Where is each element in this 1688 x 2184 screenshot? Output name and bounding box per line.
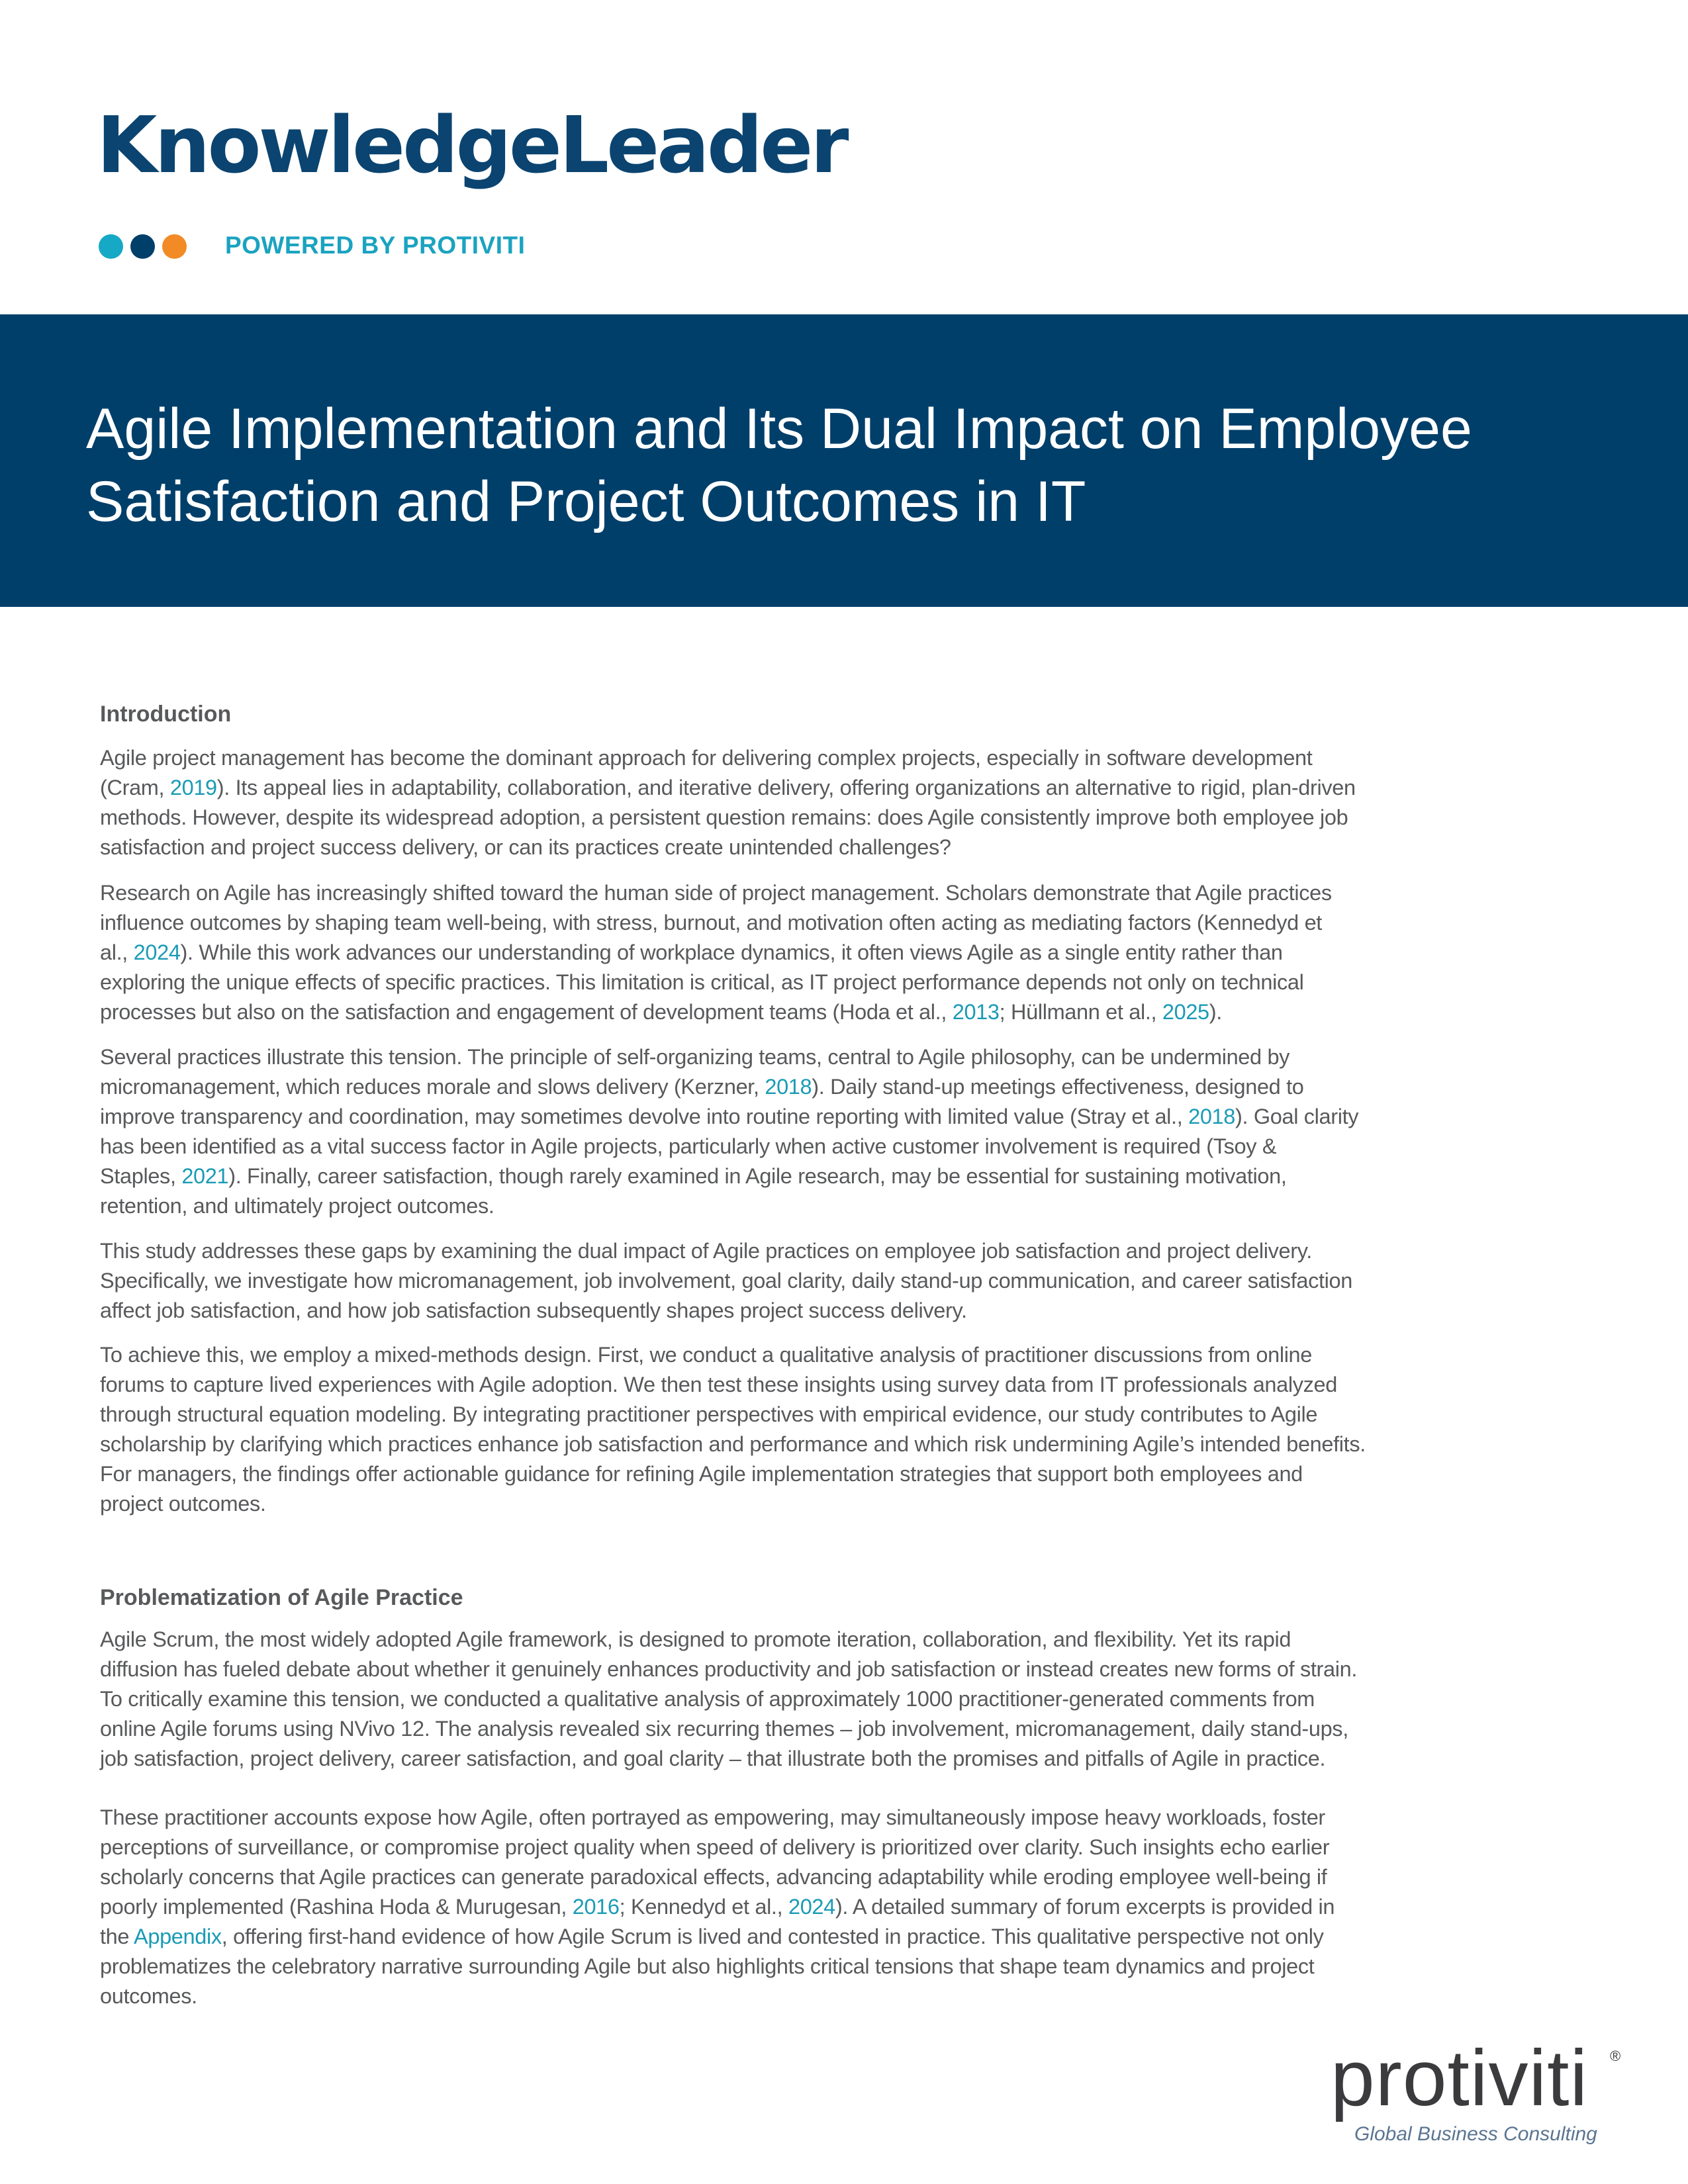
section-heading-problematization: Problematization of Agile Practice <box>100 1585 463 1610</box>
text-segment: For managers, the findings offer actionable guidance for refining Agile implementation strategies that support both employees and <box>100 1462 1303 1486</box>
text-segment: through structural equation modeling. By integrating practitioner perspectives with empirical evidence, our study contributes to Agile <box>100 1402 1318 1426</box>
text-segment: perceptions of surveillance, or compromise project quality when speed of delivery is prioritized over clarity. Such insights echo earlier <box>100 1835 1330 1859</box>
paragraph-line <box>100 1102 1358 1132</box>
text-segment: forums to capture lived experiences with Agile adoption. We then test these insights using survey data from IT professionals analyzed <box>100 1373 1337 1396</box>
paragraph-line <box>100 1191 1358 1221</box>
paragraph-line <box>100 908 1332 938</box>
paragraph-line <box>100 1655 1357 1684</box>
paragraph-line <box>100 1296 1352 1326</box>
text-segment: Several practices illustrate this tension. The principle of self-organizing teams, central to Agile philosophy, can be undermined by <box>100 1045 1290 1069</box>
text-segment: exploring the unique effects of specific practices. This limitation is critical, as IT project performance depends not only on technical <box>100 970 1304 994</box>
text-segment: Agile project management has become the dominant approach for delivering complex projects, especially in software development <box>100 746 1313 770</box>
paragraph-line <box>100 833 1356 862</box>
text-segment: methods. However, despite its widespread adoption, a persistent question remains: does Agile consistently improve both employee job <box>100 805 1348 829</box>
paragraph-line <box>100 1072 1358 1102</box>
brand-dots <box>99 234 187 259</box>
text-segment: processes but also on the satisfaction and engagement of development teams (Hoda et al., <box>100 1000 953 1024</box>
text-segment: This study addresses these gaps by examining the dual impact of Agile practices on employee job satisfaction and project delivery. <box>100 1239 1312 1263</box>
paragraph-line <box>100 1981 1335 2011</box>
paragraph-line <box>100 968 1332 997</box>
paragraph-line <box>100 1833 1335 1862</box>
page-title-line-1: Agile Implementation and Its Dual Impact on Employee <box>86 397 1472 461</box>
text-segment: micromanagement, which reduces morale and slows delivery (Kerzner, <box>100 1075 765 1099</box>
text-segment: satisfaction and project success delivery, or can its practices create unintended challenges? <box>100 835 951 859</box>
title-banner <box>0 314 1688 607</box>
paragraph <box>100 1042 1358 1221</box>
paragraph-line <box>100 1042 1358 1072</box>
paragraph-line <box>100 743 1356 773</box>
text-segment: improve transparency and coordination, may sometimes devolve into routine reporting with limited value (Stray et al., <box>100 1105 1189 1128</box>
paragraph-line <box>100 1744 1357 1774</box>
paragraph-line <box>100 1430 1366 1459</box>
teal-dot-icon <box>99 234 123 259</box>
knowledgeleader-logo: KnowledgeLeader <box>97 99 847 191</box>
text-segment: To critically examine this tension, we conducted a qualitative analysis of approximately 1000 practitioner-generated comments from <box>100 1687 1315 1711</box>
paragraph-line <box>100 1459 1366 1489</box>
paragraph-line <box>100 1862 1335 1892</box>
text-segment: scholarship by clarifying which practices enhance job satisfaction and performance and which risk undermining Agile’s intended benefits. <box>100 1432 1366 1456</box>
paragraph-line <box>100 1370 1366 1400</box>
text-segment: outcomes. <box>100 1984 197 2008</box>
section-heading-introduction: Introduction <box>100 702 232 727</box>
text-segment: ). Daily stand-up meetings effectiveness, designed to <box>812 1075 1304 1099</box>
citation-link[interactable]: 2018 <box>1188 1105 1235 1128</box>
text-segment: ). Goal clarity <box>1235 1105 1359 1128</box>
text-segment: ). While this work advances our understanding of workplace dynamics, it often views Agile as a single entity rather than <box>180 940 1283 964</box>
text-segment: job satisfaction, project delivery, career satisfaction, and goal clarity – that illustrate both the promises and pitfalls of Agile in practice. <box>100 1747 1326 1770</box>
protiviti-tagline: Global Business Consulting <box>1354 2123 1597 2145</box>
text-segment: problematizes the celebratory narrative surrounding Agile but also highlights critical tensions that shape team dynamics and project <box>100 1954 1315 1978</box>
paragraph-line <box>100 938 1332 968</box>
text-segment: scholarly concerns that Agile practices can generate paradoxical effects, advancing adaptability while eroding employee well-being if <box>100 1865 1327 1889</box>
paragraph-line <box>100 1892 1335 1922</box>
paragraph-line <box>100 1803 1335 1833</box>
text-segment: al., <box>100 940 134 964</box>
text-segment: Research on Agile has increasingly shifted toward the human side of project management. Scholars demonstrate that Agile practices <box>100 881 1332 905</box>
paragraph-line <box>100 803 1356 833</box>
paragraph <box>100 1803 1335 2011</box>
text-segment: ). <box>1209 1000 1222 1024</box>
paragraph-line <box>100 1236 1352 1266</box>
text-segment: To achieve this, we employ a mixed-methods design. First, we conduct a qualitative analysis of practitioner discussions from online <box>100 1343 1313 1367</box>
registered-mark-icon: ® <box>1610 2048 1621 2064</box>
text-segment: influence outcomes by shaping team well-being, with stress, burnout, and motivation often acting as mediating factors (Kennedyd et <box>100 911 1322 934</box>
paragraph <box>100 1625 1357 1774</box>
citation-link[interactable]: 2019 <box>169 776 217 799</box>
paragraph-line <box>100 878 1332 908</box>
citation-link[interactable]: 2021 <box>181 1164 229 1188</box>
text-segment: poorly implemented (Rashina Hoda & Murugesan, <box>100 1895 573 1919</box>
paragraph-line <box>100 997 1332 1027</box>
citation-link[interactable]: 2018 <box>765 1075 812 1099</box>
text-segment: ). Its appeal lies in adaptability, collaboration, and iterative delivery, offering organizations an alternative to rigid, plan-driven <box>216 776 1356 799</box>
text-segment: Staples, <box>100 1164 182 1188</box>
appendix-link[interactable]: Appendix <box>134 1925 222 1948</box>
citation-link[interactable]: 2016 <box>572 1895 620 1919</box>
text-segment: Agile Scrum, the most widely adopted Agile framework, is designed to promote iteration, collaboration, and flexibility. Yet its rapid <box>100 1627 1291 1651</box>
paragraph-line <box>100 1684 1357 1714</box>
powered-by-text: POWERED BY PROTIVITI <box>225 232 526 259</box>
text-segment: (Cram, <box>100 776 170 799</box>
text-segment: ; Hüllmann et al., <box>999 1000 1162 1024</box>
page-title <box>86 392 1609 538</box>
text-segment: affect job satisfaction, and how job satisfaction subsequently shapes project success delivery. <box>100 1298 967 1322</box>
citation-link[interactable]: 2025 <box>1162 1000 1209 1024</box>
citation-link[interactable]: 2024 <box>788 1895 835 1919</box>
citation-link[interactable]: 2024 <box>133 940 181 964</box>
text-segment: retention, and ultimately project outcomes. <box>100 1194 494 1218</box>
paragraph-line <box>100 773 1356 803</box>
paragraph-line <box>100 1161 1358 1191</box>
page-title-line-2: Satisfaction and Project Outcomes in IT <box>86 470 1086 533</box>
text-segment: ). A detailed summary of forum excerpts is provided in <box>835 1895 1335 1919</box>
paragraph <box>100 743 1356 862</box>
text-segment: project outcomes. <box>100 1492 266 1516</box>
text-segment: These practitioner accounts expose how Agile, often portrayed as empowering, may simultaneously impose heavy workloads, foster <box>100 1805 1325 1829</box>
citation-link[interactable]: 2013 <box>952 1000 1000 1024</box>
paragraph-line <box>100 1400 1366 1430</box>
paragraph-line <box>100 1132 1358 1161</box>
navy-dot-icon <box>130 234 155 259</box>
protiviti-logo <box>1331 2034 1621 2145</box>
paragraph <box>100 1236 1352 1326</box>
paragraph-line <box>100 1952 1335 1981</box>
paragraph <box>100 878 1332 1027</box>
paragraph-line <box>100 1266 1352 1296</box>
paragraph-line <box>100 1340 1366 1370</box>
text-segment: online Agile forums using NVivo 12. The analysis revealed six recurring themes – job involvement, micromanagement, daily stand-ups, <box>100 1717 1348 1741</box>
text-segment: Specifically, we investigate how micromanagement, job involvement, goal clarity, daily stand-up communication, and career satisfaction <box>100 1269 1352 1293</box>
text-segment: , offering first-hand evidence of how Agile Scrum is lived and contested in practice. This qualitative perspective not only <box>221 1925 1324 1948</box>
orange-dot-icon <box>162 234 187 259</box>
text-segment: the <box>100 1925 134 1948</box>
text-segment: ; Kennedyd et al., <box>619 1895 788 1919</box>
text-segment: ). Finally, career satisfaction, though rarely examined in Agile research, may be essential for sustaining motivation, <box>228 1164 1287 1188</box>
paragraph-line <box>100 1625 1357 1655</box>
paragraph-line <box>100 1714 1357 1744</box>
text-segment: diffusion has fueled debate about whether it genuinely enhances productivity and job satisfaction or instead creates new forms of strain. <box>100 1657 1358 1681</box>
paragraph-line <box>100 1489 1366 1519</box>
text-segment: has been identified as a vital success factor in Agile projects, particularly when active customer involvement is required (Tsoy & <box>100 1134 1277 1158</box>
protiviti-wordmark: protiviti <box>1331 2034 1589 2122</box>
paragraph <box>100 1340 1366 1519</box>
paragraph-line <box>100 1922 1335 1952</box>
